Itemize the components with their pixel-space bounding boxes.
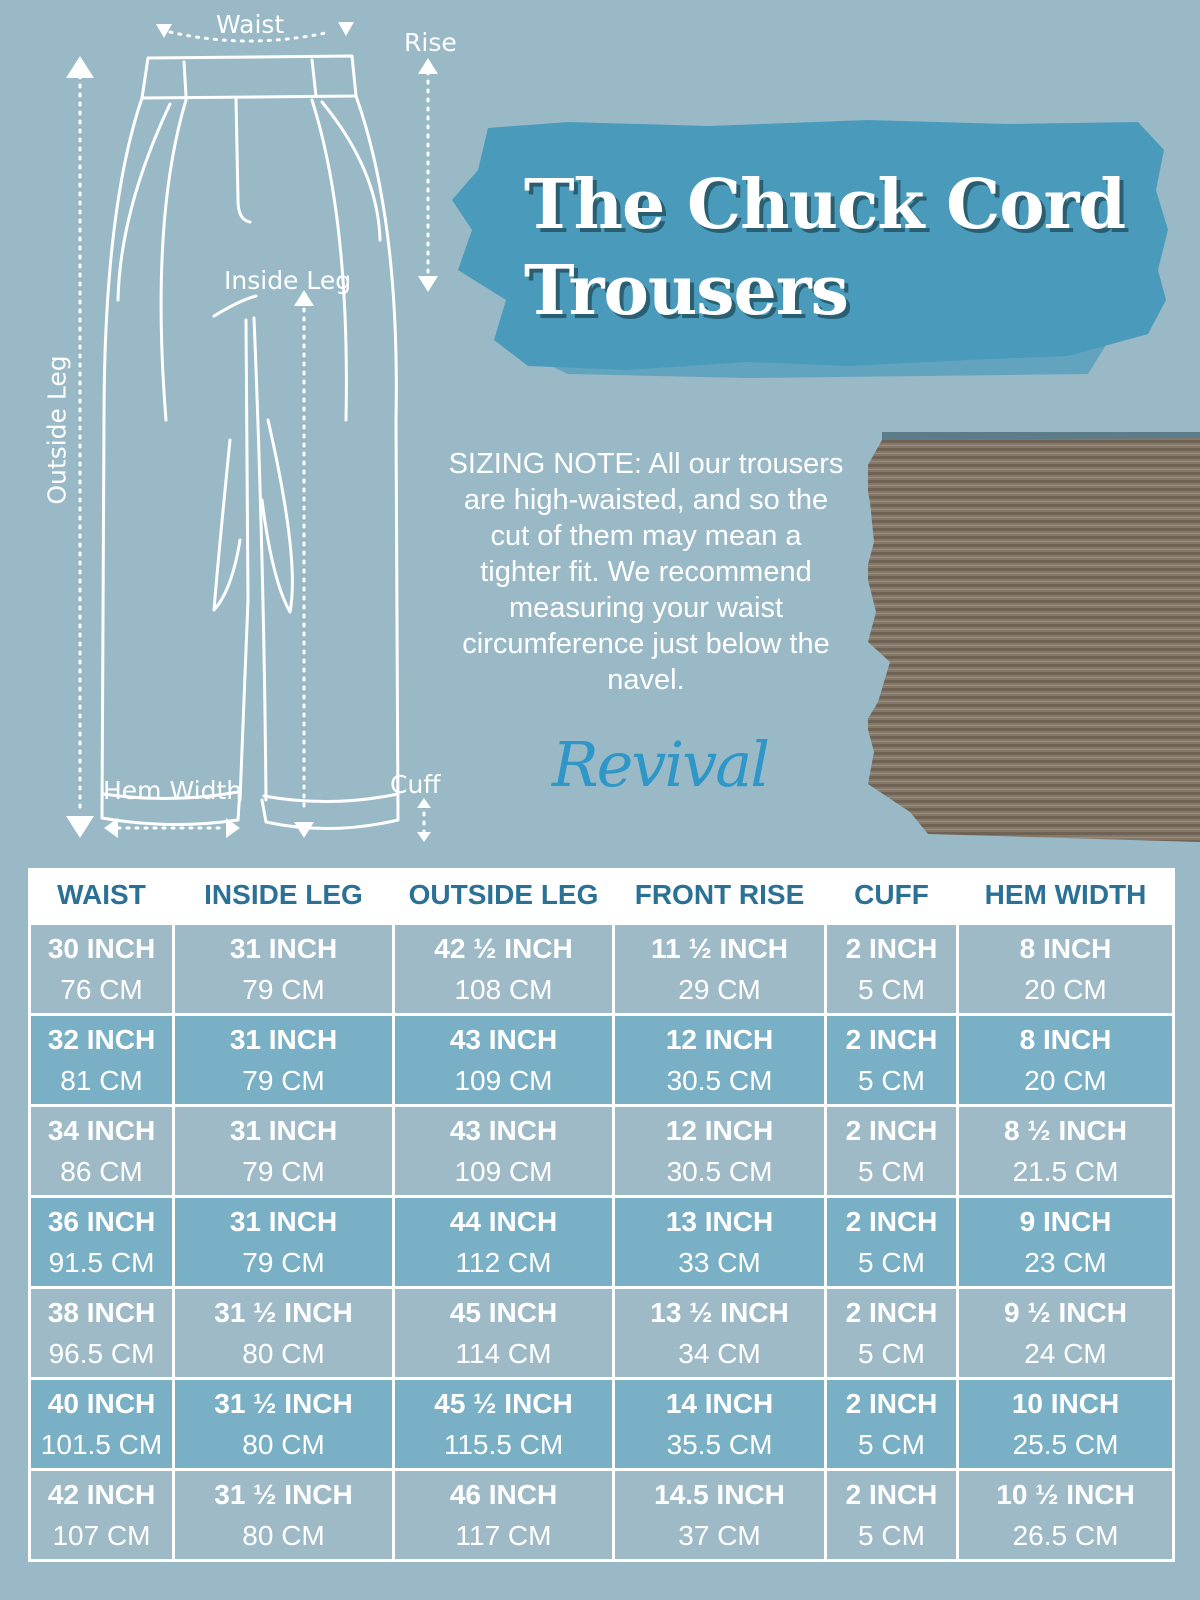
table-body xyxy=(30,924,1174,1561)
cm-value: 23 CM xyxy=(1024,1247,1107,1278)
column-header: CUFF xyxy=(826,868,958,924)
inch-value: 14.5 INCH xyxy=(654,1479,785,1510)
cm-value: 80 CM xyxy=(242,1520,325,1551)
inch-value: 2 INCH xyxy=(845,1024,938,1055)
cm-value: 20 CM xyxy=(1024,1065,1107,1096)
cm-value: 80 CM xyxy=(242,1338,325,1369)
column-header: OUTSIDE LEG xyxy=(394,868,614,924)
cm-value: 20 CM xyxy=(1024,974,1107,1005)
cm-value: 117 CM xyxy=(455,1520,552,1551)
table-row xyxy=(30,1379,1174,1470)
table-cell xyxy=(174,1379,394,1470)
table-cell xyxy=(30,1106,174,1197)
inch-value: 2 INCH xyxy=(845,1388,938,1419)
inch-value: 13 ½ INCH xyxy=(650,1297,789,1328)
cm-value: 5 CM xyxy=(858,1520,925,1551)
cm-value: 29 CM xyxy=(678,974,761,1005)
cm-value: 86 CM xyxy=(60,1156,143,1187)
inch-value: 45 INCH xyxy=(449,1297,558,1328)
inch-value: 31 ½ INCH xyxy=(214,1388,353,1419)
table-cell xyxy=(174,1106,394,1197)
title-line-2: Trousers xyxy=(524,251,848,331)
hem-width-label: Hem Width xyxy=(103,776,243,805)
table-cell xyxy=(30,924,174,1015)
inch-value: 14 INCH xyxy=(665,1388,774,1419)
cm-value: 26.5 CM xyxy=(1012,1520,1119,1551)
table-cell xyxy=(958,1470,1174,1561)
rise-label: Rise xyxy=(404,28,457,57)
cm-value: 109 CM xyxy=(454,1156,553,1187)
table-cell xyxy=(614,924,826,1015)
inch-value: 31 ½ INCH xyxy=(214,1479,353,1510)
table-cell xyxy=(826,1379,958,1470)
cm-value: 101.5 CM xyxy=(40,1429,163,1460)
cm-value: 79 CM xyxy=(242,1156,325,1187)
table-cell xyxy=(394,1015,614,1106)
inch-value: 43 INCH xyxy=(449,1024,558,1055)
table-cell xyxy=(394,1379,614,1470)
cm-value: 37 CM xyxy=(678,1520,761,1551)
table-cell xyxy=(614,1015,826,1106)
cm-value: 30.5 CM xyxy=(666,1156,773,1187)
size-table-container xyxy=(28,868,1172,1562)
inch-value: 10 ½ INCH xyxy=(996,1479,1135,1510)
cm-value: 108 CM xyxy=(454,974,553,1005)
cm-value: 79 CM xyxy=(242,1065,325,1096)
column-header: WAIST xyxy=(30,868,174,924)
table-row xyxy=(30,924,1174,1015)
table-cell xyxy=(614,1288,826,1379)
inch-value: 11 ½ INCH xyxy=(651,933,788,964)
inch-value: 31 INCH xyxy=(229,1115,338,1146)
outside-leg-label: Outside Leg xyxy=(42,355,72,505)
table-cell xyxy=(174,1015,394,1106)
page-title xyxy=(524,162,1144,334)
cm-value: 33 CM xyxy=(678,1247,761,1278)
cm-value: 35.5 CM xyxy=(666,1429,773,1460)
brand-logo: Revival xyxy=(552,728,769,801)
cm-value: 112 CM xyxy=(455,1247,552,1278)
table-cell xyxy=(174,1470,394,1561)
cm-value: 109 CM xyxy=(454,1065,553,1096)
inch-value: 9 ½ INCH xyxy=(1004,1297,1127,1328)
inch-value: 40 INCH xyxy=(47,1388,156,1419)
inch-value: 13 INCH xyxy=(665,1206,774,1237)
inch-value: 2 INCH xyxy=(845,1115,938,1146)
column-header: HEM WIDTH xyxy=(958,868,1174,924)
inch-value: 38 INCH xyxy=(47,1297,156,1328)
inch-value: 36 INCH xyxy=(47,1206,156,1237)
cm-value: 81 CM xyxy=(60,1065,143,1096)
table-cell xyxy=(614,1470,826,1561)
size-table xyxy=(28,868,1175,1562)
waist-label: Waist xyxy=(216,10,285,39)
table-cell xyxy=(394,924,614,1015)
table-cell xyxy=(174,924,394,1015)
table-cell xyxy=(826,1106,958,1197)
table-cell xyxy=(826,1470,958,1561)
inch-value: 43 INCH xyxy=(449,1115,558,1146)
cm-value: 5 CM xyxy=(858,974,925,1005)
cm-value: 96.5 CM xyxy=(48,1338,155,1369)
table-cell xyxy=(958,1288,1174,1379)
table-header-row xyxy=(30,868,1174,924)
table-cell xyxy=(30,1470,174,1561)
table-cell xyxy=(174,1197,394,1288)
inch-value: 31 INCH xyxy=(229,1024,338,1055)
cuff-label: Cuff xyxy=(390,770,441,799)
cm-value: 115.5 CM xyxy=(443,1429,564,1460)
table-cell xyxy=(394,1106,614,1197)
table-cell xyxy=(30,1015,174,1106)
inch-value: 34 INCH xyxy=(47,1115,156,1146)
inch-value: 42 INCH xyxy=(47,1479,156,1510)
inch-value: 2 INCH xyxy=(845,1206,938,1237)
inch-value: 44 INCH xyxy=(449,1206,558,1237)
inch-value: 8 INCH xyxy=(1019,933,1112,964)
table-cell xyxy=(394,1470,614,1561)
table-cell xyxy=(614,1106,826,1197)
title-line-1: The Chuck Cord xyxy=(524,165,1126,245)
cm-value: 25.5 CM xyxy=(1012,1429,1119,1460)
cm-value: 30.5 CM xyxy=(666,1065,773,1096)
cm-value: 5 CM xyxy=(858,1156,925,1187)
inch-value: 2 INCH xyxy=(845,1479,938,1510)
table-row xyxy=(30,1470,1174,1561)
table-cell xyxy=(826,1197,958,1288)
inch-value: 12 INCH xyxy=(665,1024,774,1055)
trouser-diagram xyxy=(0,0,470,860)
inch-value: 12 INCH xyxy=(665,1115,774,1146)
table-cell xyxy=(826,1288,958,1379)
cm-value: 5 CM xyxy=(858,1065,925,1096)
table-cell xyxy=(30,1288,174,1379)
inch-value: 2 INCH xyxy=(845,933,938,964)
cm-value: 80 CM xyxy=(242,1429,325,1460)
table-cell xyxy=(394,1288,614,1379)
inch-value: 45 ½ INCH xyxy=(434,1388,573,1419)
table-cell xyxy=(30,1379,174,1470)
inch-value: 30 INCH xyxy=(47,933,156,964)
inch-value: 9 INCH xyxy=(1019,1206,1112,1237)
inch-value: 8 ½ INCH xyxy=(1004,1115,1127,1146)
inside-leg-label: Inside Leg xyxy=(224,266,352,295)
inch-value: 42 ½ INCH xyxy=(434,933,573,964)
inch-value: 31 INCH xyxy=(229,1206,338,1237)
table-cell xyxy=(174,1288,394,1379)
cm-value: 5 CM xyxy=(858,1338,925,1369)
column-header: INSIDE LEG xyxy=(174,868,394,924)
cm-value: 5 CM xyxy=(858,1429,925,1460)
table-cell xyxy=(958,1015,1174,1106)
inch-value: 32 INCH xyxy=(47,1024,156,1055)
table-cell xyxy=(826,1015,958,1106)
inch-value: 31 ½ INCH xyxy=(214,1297,353,1328)
table-cell xyxy=(958,1379,1174,1470)
inch-value: 10 INCH xyxy=(1011,1388,1120,1419)
cm-value: 114 CM xyxy=(455,1338,552,1369)
inch-value: 46 INCH xyxy=(449,1479,558,1510)
table-row xyxy=(30,1288,1174,1379)
cm-value: 24 CM xyxy=(1024,1338,1107,1369)
table-row xyxy=(30,1015,1174,1106)
sizing-note: SIZING NOTE: All our trousers are high-waisted, and so the cut of them may mean a tighter fit. We recommend measuring your waist circumference just below the navel. xyxy=(448,448,844,696)
table-cell xyxy=(614,1379,826,1470)
table-row xyxy=(30,1197,1174,1288)
table-cell xyxy=(614,1197,826,1288)
cm-value: 21.5 CM xyxy=(1012,1156,1119,1187)
inch-value: 2 INCH xyxy=(845,1297,938,1328)
table-cell xyxy=(958,1106,1174,1197)
cm-value: 34 CM xyxy=(678,1338,761,1369)
table-cell xyxy=(394,1197,614,1288)
table-cell xyxy=(826,924,958,1015)
table-row xyxy=(30,1106,1174,1197)
cm-value: 79 CM xyxy=(242,974,325,1005)
cm-value: 107 CM xyxy=(52,1520,151,1551)
cm-value: 76 CM xyxy=(60,974,143,1005)
cm-value: 79 CM xyxy=(242,1247,325,1278)
table-cell xyxy=(958,1197,1174,1288)
inch-value: 31 INCH xyxy=(229,933,338,964)
column-header: FRONT RISE xyxy=(614,868,826,924)
cm-value: 5 CM xyxy=(858,1247,925,1278)
corduroy-fabric-swatch-icon xyxy=(868,432,1200,842)
table-cell xyxy=(30,1197,174,1288)
cm-value: 91.5 CM xyxy=(48,1247,155,1278)
table-cell xyxy=(958,924,1174,1015)
inch-value: 8 INCH xyxy=(1019,1024,1112,1055)
